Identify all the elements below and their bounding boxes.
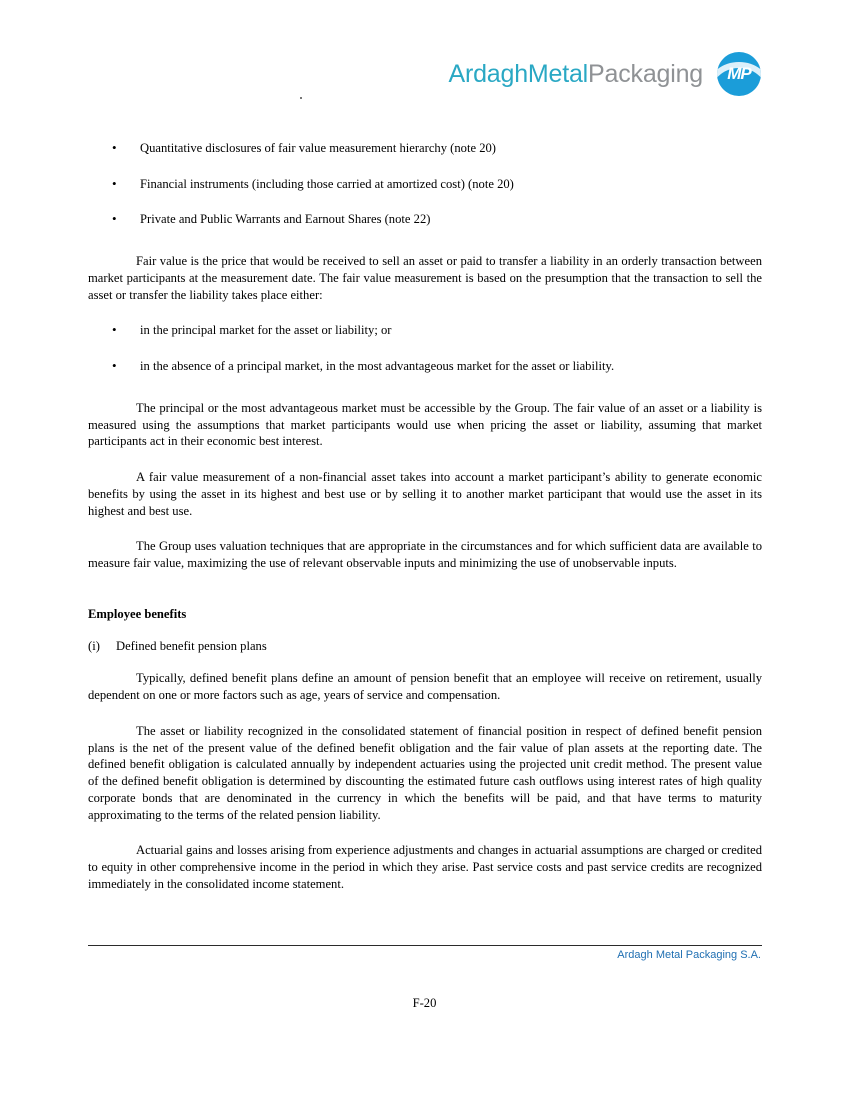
market-bullet-list (88, 322, 762, 374)
company-logo (448, 52, 761, 96)
stray-mark (300, 97, 302, 99)
list-item: • in the absence of a principal market, in the most advantageous market for the asset or liability. (88, 358, 762, 375)
footer-divider (88, 945, 762, 946)
paragraph-fair-value-definition: Fair value is the price that would be received to sell an asset or paid to transfer a liability in an orderly transaction between market participants at the measurement date. The fair value measurement is based on the presumption that the transaction to sell the asset or transfer the liability takes place either: (88, 254, 762, 302)
document-body (88, 140, 762, 906)
list-item: • Private and Public Warrants and Earnout Shares (note 22) (88, 211, 762, 228)
logo-wordmark-primary: ArdaghMetal (448, 59, 589, 88)
subsection-defined-benefit-pension-plans (88, 638, 762, 655)
list-item: • Quantitative disclosures of fair value measurement hierarchy (note 20) (88, 140, 762, 157)
paragraph-non-financial-asset: A fair value measurement of a non-financial asset takes into account a market participant’s ability to generate economic benefits by using the asset in its highest and best use or by selling it to another market participant that would use the asset in its highest and best use. (88, 470, 762, 518)
paragraph-actuarial-gains: Actuarial gains and losses arising from experience adjustments and changes in actuarial assumptions are charged or credited to equity in other comprehensive income in the period in which they arise. Past service costs and past service credits are recognized immediately in the consolidated income statement. (88, 843, 762, 891)
subsection-label: Defined benefit pension plans (116, 638, 267, 653)
subsection-number: (i) (88, 638, 100, 653)
paragraph-asset-or-liability: The asset or liability recognized in the consolidated statement of financial position in respect of defined benefit pension plans is the net of the present value of the defined benefit obligation and the fair value of plan assets at the reporting date. The defined benefit obligation is calculated annually by independent actuaries using the projected unit credit method. The present value of the defined benefit obligation is determined by discounting the estimated future cash outflows using interest rates of high quality corporate bonds that are denominated in the currency in which the benefits will be paid, and that have terms to maturity approximating to the terms of the related pension liability. (88, 723, 762, 822)
paragraph-principal-market: The principal or the most advantageous market must be accessible by the Group. The fair value of an asset or a liability is measured using the assumptions that market participants would use when pricing the asset or liability, assuming that market participants act in their economic best interest. (88, 400, 762, 449)
section-heading-employee-benefits: Employee benefits (88, 606, 187, 621)
paragraph-typically-defined: Typically, defined benefit plans define an amount of pension benefit that an employee will receive on retirement, usually dependent on one or more factors such as age, years of service and compensation. (88, 671, 762, 703)
spacer (88, 585, 762, 591)
footer-entity-name: Ardagh Metal Packaging S.A. (617, 949, 761, 961)
logo-monogram: MP (727, 64, 751, 83)
list-item: • in the principal market for the asset or liability; or (88, 322, 762, 339)
paragraph-valuation-techniques: The Group uses valuation techniques that are appropriate in the circumstances and for which sufficient data are available to measure fair value, maximizing the use of relevant observable inputs and minimizing the use of unobservable inputs. (88, 539, 762, 571)
logo-circle-icon (717, 52, 761, 96)
logo-wordmark (448, 60, 703, 89)
page-number: F-20 (412, 996, 437, 1010)
top-bullet-list (88, 140, 762, 228)
list-item: • Financial instruments (including those carried at amortized cost) (note 20) (88, 176, 762, 193)
logo-wordmark-secondary: Packaging (588, 59, 703, 88)
